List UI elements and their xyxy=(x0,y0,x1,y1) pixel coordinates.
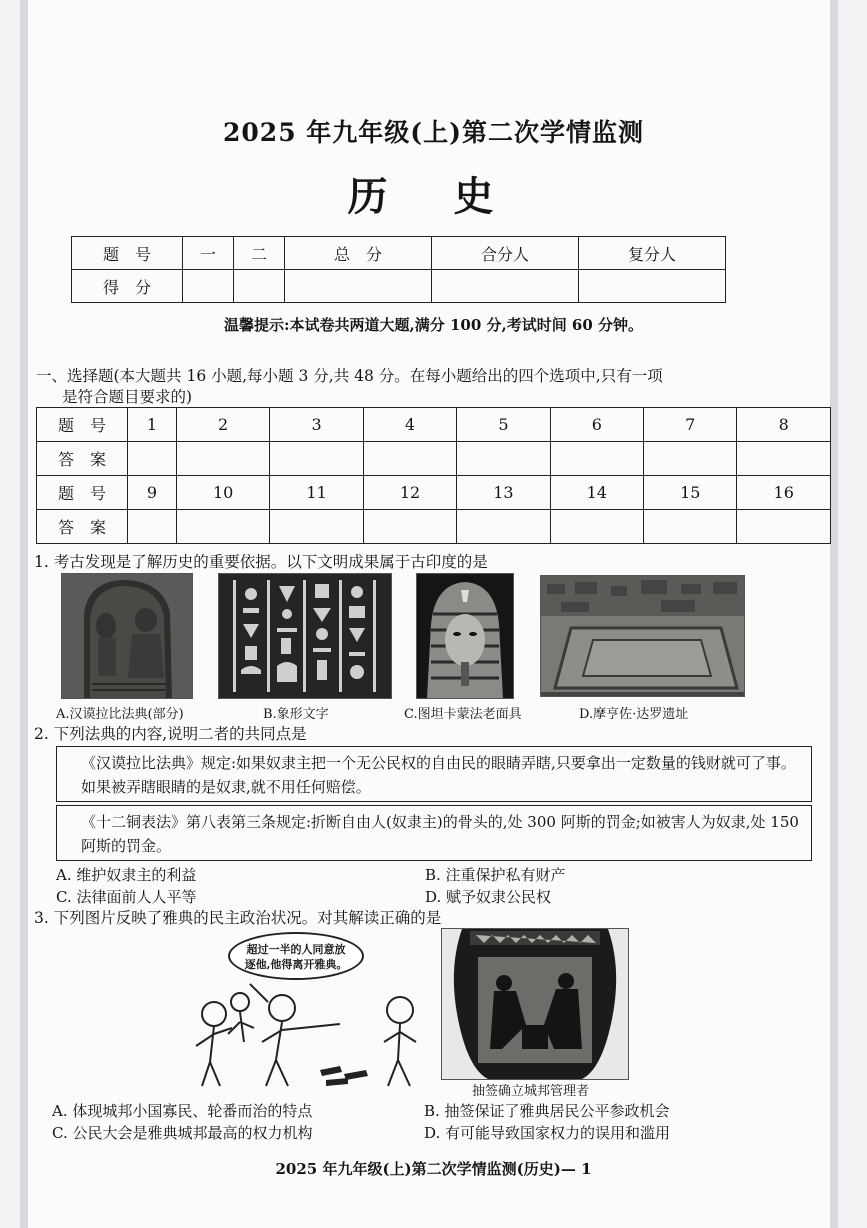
question-1-stem: 1. 考古发现是了解历史的重要依据。以下文明成果属于古印度的是 xyxy=(34,553,488,571)
q2-option-c[interactable]: C. 法律面前人人平等 xyxy=(56,888,197,906)
score-header-cell: 合分人 xyxy=(432,237,579,270)
score-header-cell: 一 xyxy=(183,237,234,270)
q3-option-b[interactable]: B. 抽签保证了雅典居民公平参政机会 xyxy=(424,1102,670,1120)
question-2-stem: 2. 下列法典的内容,说明二者的共同点是 xyxy=(34,725,307,743)
q1-option-c[interactable]: C.图坦卡蒙法老面具 xyxy=(404,707,522,722)
answer-num-cell: 12 xyxy=(363,476,456,510)
answer-num-cell: 1 xyxy=(128,408,177,442)
answer-num-cell: 2 xyxy=(176,408,269,442)
hammurabi-stele-image xyxy=(61,573,193,699)
section1-intro-line1: 一、选择题(本大题共 16 小题,每小题 3 分,共 48 分。在每小题给出的四个选项中,只有一项 xyxy=(36,367,663,385)
question-3-stem: 3. 下列图片反映了雅典的民主政治状况。对其解读正确的是 xyxy=(34,909,442,927)
answer-cell[interactable] xyxy=(550,510,643,544)
answer-num-cell: 15 xyxy=(644,476,737,510)
answer-cell[interactable] xyxy=(737,510,831,544)
q2-option-b[interactable]: B. 注重保护私有财产 xyxy=(425,866,566,884)
q1-option-b[interactable]: B.象形文字 xyxy=(263,707,329,722)
answer-cell[interactable] xyxy=(457,510,550,544)
answer-label: 答 案 xyxy=(37,442,128,476)
score-header-cell: 总 分 xyxy=(285,237,432,270)
exam-tip: 温馨提示:本试卷共两道大题,满分 100 分,考试时间 60 分钟。 xyxy=(223,316,644,334)
q3-option-a[interactable]: A. 体现城邦小国寡民、轮番而治的特点 xyxy=(52,1102,313,1120)
tutankhamun-mask-image xyxy=(416,573,514,699)
score-row-label: 得 分 xyxy=(72,270,183,303)
answer-num-cell: 3 xyxy=(270,408,363,442)
answer-cell[interactable] xyxy=(270,442,363,476)
section1-intro xyxy=(36,366,836,408)
answer-cell[interactable] xyxy=(737,442,831,476)
score-header-cell: 二 xyxy=(234,237,285,270)
answer-table xyxy=(36,407,831,544)
hammurabi-law-box: 《汉谟拉比法典》规定:如果奴隶主把一个无公民权的自由民的眼睛弄瞎,只要拿出一定数量的钱财就可了事。如果被弄瞎眼睛的是奴隶,就不用任何赔偿。 xyxy=(56,746,812,802)
subject-title: 历 史 xyxy=(347,173,520,220)
hieroglyph-image xyxy=(218,573,392,699)
answer-num-cell: 9 xyxy=(128,476,177,510)
answer-cell[interactable] xyxy=(176,510,269,544)
greek-vase-image xyxy=(441,928,629,1080)
score-table xyxy=(71,236,726,303)
speech-bubble xyxy=(228,932,364,980)
score-cell[interactable] xyxy=(234,270,285,303)
q2-option-d[interactable]: D. 赋予奴隶公民权 xyxy=(425,888,552,906)
bubble-text-line2: 逐他,他得离开雅典。 xyxy=(244,958,348,971)
mohenjo-daro-image xyxy=(540,575,745,697)
score-cell[interactable] xyxy=(578,270,725,303)
answer-num-cell: 16 xyxy=(737,476,831,510)
answer-cell[interactable] xyxy=(363,442,456,476)
answer-num-cell: 6 xyxy=(550,408,643,442)
answer-num-label: 题 号 xyxy=(37,408,128,442)
page-footer: 2025 年九年级(上)第二次学情监测(历史)— 1 xyxy=(275,1160,592,1178)
answer-cell[interactable] xyxy=(270,510,363,544)
answer-num-cell: 5 xyxy=(457,408,550,442)
answer-num-cell: 10 xyxy=(176,476,269,510)
vase-caption: 抽签确立城邦管理者 xyxy=(472,1084,590,1099)
q1-option-a[interactable]: A.汉谟拉比法典(部分) xyxy=(56,707,184,722)
answer-cell[interactable] xyxy=(176,442,269,476)
twelve-tables-law-box: 《十二铜表法》第八表第三条规定:折断自由人(奴隶主)的骨头的,处 300 阿斯的罚金;如被害人为奴隶,处 150 阿斯的罚金。 xyxy=(56,805,812,861)
answer-num-cell: 7 xyxy=(644,408,737,442)
answer-cell[interactable] xyxy=(644,510,737,544)
answer-cell[interactable] xyxy=(363,510,456,544)
answer-num-cell: 4 xyxy=(363,408,456,442)
answer-label: 答 案 xyxy=(37,510,128,544)
section1-intro-line2: 是符合题目要求的) xyxy=(62,388,193,406)
score-cell[interactable] xyxy=(183,270,234,303)
score-cell[interactable] xyxy=(285,270,432,303)
answer-num-cell: 14 xyxy=(550,476,643,510)
answer-cell[interactable] xyxy=(457,442,550,476)
ostracism-cartoon xyxy=(190,982,430,1092)
q3-option-c[interactable]: C. 公民大会是雅典城邦最高的权力机构 xyxy=(52,1124,313,1142)
answer-num-cell: 11 xyxy=(270,476,363,510)
bubble-text-line1: 超过一半的人同意放 xyxy=(246,943,346,956)
answer-cell[interactable] xyxy=(128,442,177,476)
answer-cell[interactable] xyxy=(550,442,643,476)
answer-cell[interactable] xyxy=(644,442,737,476)
score-cell[interactable] xyxy=(432,270,579,303)
q3-option-d[interactable]: D. 有可能导致国家权力的误用和滥用 xyxy=(424,1124,671,1142)
answer-num-cell: 13 xyxy=(457,476,550,510)
score-header-cell: 题 号 xyxy=(72,237,183,270)
q1-option-d[interactable]: D.摩亨佐·达罗遗址 xyxy=(579,707,689,722)
answer-num-label: 题 号 xyxy=(37,476,128,510)
answer-num-cell: 8 xyxy=(737,408,831,442)
score-header-cell: 复分人 xyxy=(578,237,725,270)
exam-title: 2025 年九年级(上)第二次学情监测 xyxy=(223,118,644,147)
answer-cell[interactable] xyxy=(128,510,177,544)
q2-option-a[interactable]: A. 维护奴隶主的利益 xyxy=(56,866,197,884)
